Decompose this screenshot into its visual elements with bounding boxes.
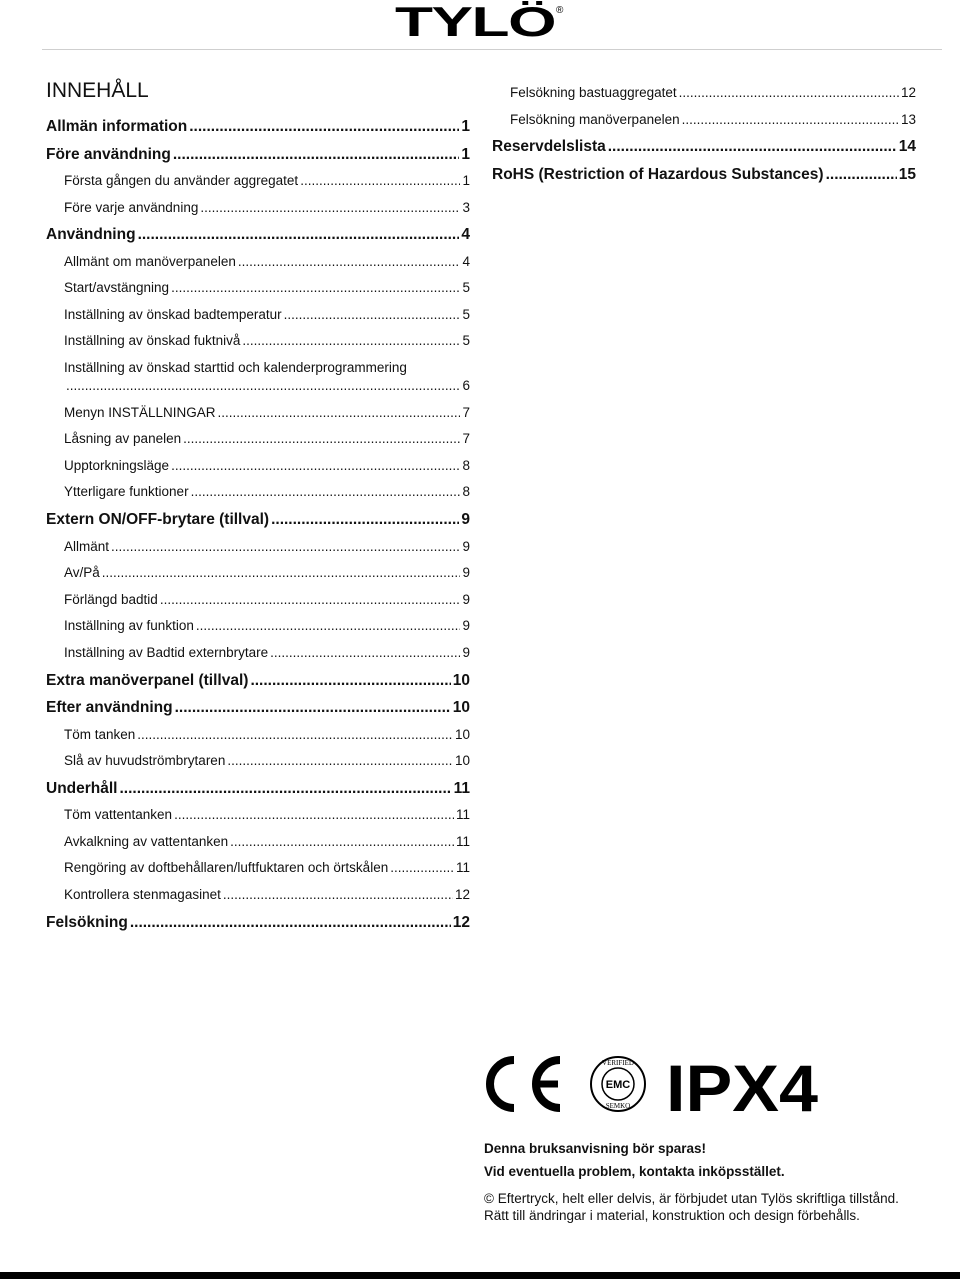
toc-entry-title: Slå av huvudströmbrytaren	[64, 753, 226, 769]
toc-page-number: 1	[461, 145, 470, 163]
dot-leader	[171, 453, 460, 480]
toc-section-entry[interactable]	[46, 667, 470, 695]
dot-leader	[300, 168, 460, 195]
toc-entry-title: Inställning av Badtid externbrytare	[64, 644, 269, 660]
toc-page-number: 1	[461, 118, 470, 135]
dot-leader	[102, 560, 461, 587]
toc-section-entry[interactable]	[46, 694, 470, 722]
notes-block	[484, 1140, 904, 1224]
certification-marks	[484, 1054, 824, 1114]
toc-page-number: 9	[462, 538, 470, 554]
emc-top-text: VERIFIED	[602, 1059, 634, 1067]
toc-entry-title: Felsökning bastuaggregatet	[510, 85, 677, 100]
dot-leader	[130, 909, 451, 937]
dot-leader	[111, 534, 460, 561]
toc-subsection-entry[interactable]	[46, 748, 470, 775]
toc-subsection-entry[interactable]	[46, 587, 470, 614]
toc-entry-title: Felsökning	[46, 913, 128, 931]
toc-page-number: 10	[454, 753, 470, 769]
toc-page-number: 10	[454, 726, 470, 742]
toc-left-column	[46, 78, 470, 936]
toc-page-number: 1	[462, 173, 470, 188]
dot-leader	[183, 426, 460, 453]
toc-section-entry[interactable]	[46, 221, 470, 249]
toc-right-list	[492, 80, 916, 188]
toc-subsection-entry[interactable]	[46, 195, 470, 222]
toc-entry-title: Inställning av funktion	[64, 618, 194, 634]
toc-page-number: 11	[455, 807, 470, 823]
toc-title: INNEHÅLL	[46, 79, 149, 102]
toc-page-number: 8	[462, 484, 470, 500]
toc-page-number: 12	[452, 913, 470, 931]
toc-page-number: 4	[461, 226, 470, 244]
toc-entry-title: RoHS (Restriction of Hazardous Substances)	[492, 165, 824, 183]
toc-subsection-entry[interactable]	[46, 249, 470, 276]
toc-page-number: 11	[453, 779, 470, 797]
toc-entry-title: Låsning av panelen	[64, 431, 182, 447]
dot-leader	[174, 802, 454, 829]
dot-leader	[250, 667, 450, 695]
contact-note: Vid eventuella problem, kontakta inköpsstället.	[484, 1164, 785, 1179]
dot-leader	[682, 107, 899, 134]
toc-page-number: 9	[461, 511, 470, 529]
registered-mark: ®	[556, 5, 564, 16]
toc-subsection-entry[interactable]	[46, 479, 470, 506]
toc-page-number: 10	[452, 671, 470, 689]
toc-page-number: 12	[900, 85, 916, 100]
toc-entry-title: Användning	[46, 226, 136, 244]
toc-page-number: 9	[462, 565, 470, 581]
toc-right-column	[492, 80, 916, 188]
toc-entry-title: Före användning	[46, 145, 171, 163]
toc-subsection-entry[interactable]	[46, 882, 470, 909]
dot-leader	[138, 221, 460, 249]
toc-subsection-entry[interactable]	[46, 534, 470, 561]
dot-leader	[218, 400, 461, 427]
toc-page-number: 5	[462, 333, 470, 349]
toc-entry-title: Inställning av önskad fuktnivå	[64, 333, 241, 349]
toc-subsection-entry[interactable]	[46, 302, 470, 329]
dot-leader	[223, 882, 453, 909]
toc-entry-title: Förlängd badtid	[64, 591, 158, 607]
toc-entry-title: Felsökning manöverpanelen	[510, 111, 680, 127]
toc-subsection-entry[interactable]	[46, 426, 470, 453]
toc-page-number: 3	[462, 199, 470, 215]
dot-leader	[230, 829, 454, 856]
toc-section-entry[interactable]	[492, 133, 916, 161]
toc-page-number: 9	[462, 618, 470, 634]
toc-entry-title: Allmänt	[64, 538, 110, 554]
toc-entry-title: Underhåll	[46, 779, 118, 797]
dot-leader	[270, 640, 460, 667]
dot-leader	[196, 613, 461, 640]
dot-leader	[390, 855, 454, 882]
toc-entry-title: Allmän information	[46, 118, 188, 135]
toc-subsection-entry[interactable]	[46, 855, 470, 882]
toc-subsection-entry[interactable]	[46, 400, 470, 427]
tylo-logo	[395, 1, 565, 46]
toc-subsection-entry[interactable]	[46, 802, 470, 829]
toc-page-number: 5	[462, 280, 470, 296]
toc-subsection-entry[interactable]	[46, 640, 470, 667]
toc-page-number: 7	[462, 404, 470, 420]
toc-page-number: 4	[462, 253, 470, 269]
toc-page-number: 5	[462, 306, 470, 322]
toc-section-entry[interactable]	[46, 141, 470, 169]
toc-page-number: 9	[462, 591, 470, 607]
dot-leader	[137, 722, 453, 749]
toc-section-entry[interactable]	[46, 775, 470, 803]
toc-entry-title: Av/På	[64, 565, 100, 581]
toc-entry-title: Reservdelslista	[492, 138, 606, 156]
toc-page-number: 11	[455, 860, 470, 876]
toc-entry-title: Extern ON/OFF-brytare (tillval)	[46, 511, 270, 529]
copyright-note: © Eftertryck, helt eller delvis, är förbjudet utan Tylös skriftliga tillstånd. Rätt till ändringar i material, konstruktion och design förbehålls.	[484, 1191, 899, 1223]
toc-subsection-entry[interactable]	[46, 722, 470, 749]
emc-bottom-text: SEMKO	[605, 1102, 631, 1110]
toc-page-number: 7	[462, 431, 470, 447]
toc-entry-title: Kontrollera stenmagasinet	[64, 886, 221, 902]
toc-entry-title: Första gången du använder aggregatet	[64, 173, 299, 188]
dot-leader	[175, 694, 451, 722]
toc-page-number: 15	[898, 165, 916, 183]
toc-entry-title: Upptorkningsläge	[64, 457, 170, 473]
dot-leader	[191, 479, 461, 506]
toc-section-entry[interactable]	[46, 506, 470, 534]
toc-entry-title: Före varje användning	[64, 199, 199, 215]
emc-verified-seal	[591, 1057, 645, 1111]
toc-entry-title: Rengöring av doftbehållaren/luftfuktaren och örtskålen	[64, 860, 389, 876]
toc-page-number: 11	[455, 833, 470, 849]
toc-entry-title: Extra manöverpanel (tillval)	[46, 671, 249, 689]
dot-leader	[119, 775, 451, 803]
keep-manual-note: Denna bruksanvisning bör sparas!	[484, 1141, 707, 1156]
header-divider	[42, 49, 942, 50]
logo-text: TYLÖ	[395, 1, 555, 41]
ipx4-mark: IPX4	[666, 1054, 819, 1116]
dot-leader	[826, 161, 897, 189]
dot-leader	[284, 302, 461, 329]
toc-entry-title: Menyn INSTÄLLNINGAR	[64, 404, 216, 420]
dot-leader	[238, 249, 461, 276]
toc-subsection-entry[interactable]	[492, 107, 916, 134]
toc-entry-title: Töm tanken	[64, 726, 136, 742]
toc-page-number: 9	[462, 644, 470, 660]
toc-page-number: 6	[462, 378, 470, 394]
dot-leader	[189, 113, 459, 141]
dot-leader	[227, 748, 453, 775]
dot-leader	[171, 275, 460, 302]
toc-page-number: 8	[462, 457, 470, 473]
toc-subsection-entry[interactable]	[46, 829, 470, 856]
dot-leader	[242, 328, 460, 355]
dot-leader	[679, 80, 899, 107]
toc-subsection-entry[interactable]	[46, 453, 470, 480]
ce-mark	[490, 1060, 560, 1108]
dot-leader	[160, 587, 461, 614]
toc-entry-title: Töm vattentanken	[64, 807, 173, 823]
bottom-rule	[0, 1272, 960, 1279]
toc-left-list	[46, 113, 470, 936]
toc-entry-title: Start/avstängning	[64, 280, 170, 296]
dot-leader	[173, 141, 460, 169]
toc-subsection-entry[interactable]	[46, 560, 470, 587]
toc-entry-title: Ytterligare funktioner	[64, 484, 189, 500]
toc-entry-continuation[interactable]	[46, 377, 470, 395]
toc-entry[interactable]	[46, 359, 470, 377]
dot-leader	[200, 195, 460, 222]
toc-subsection-entry[interactable]	[492, 80, 916, 107]
dot-leader	[66, 377, 460, 395]
toc-section-entry[interactable]	[492, 161, 916, 189]
toc-page-number: 13	[900, 111, 916, 127]
toc-entry-title: Allmänt om manöverpanelen	[64, 253, 236, 269]
toc-subsection-entry[interactable]	[46, 168, 470, 195]
toc-subsection-entry[interactable]	[46, 328, 470, 355]
toc-page-number: 14	[898, 138, 916, 156]
toc-entry-title: Efter användning	[46, 699, 173, 716]
dot-leader	[271, 506, 459, 534]
toc-entry-title: Inställning av önskad starttid och kalenderprogrammering	[64, 360, 407, 376]
dot-leader	[608, 133, 897, 161]
toc-section-entry[interactable]	[46, 113, 470, 141]
toc-section-entry[interactable]	[46, 909, 470, 937]
toc-page-number: 12	[454, 886, 470, 902]
toc-subsection-entry[interactable]	[46, 613, 470, 640]
toc-page-number: 10	[452, 699, 470, 716]
toc-subsection-entry[interactable]	[46, 275, 470, 302]
emc-center-text: EMC	[605, 1079, 631, 1091]
toc-entry-title: Avkalkning av vattentanken	[64, 833, 229, 849]
toc-entry-title: Inställning av önskad badtemperatur	[64, 306, 282, 322]
